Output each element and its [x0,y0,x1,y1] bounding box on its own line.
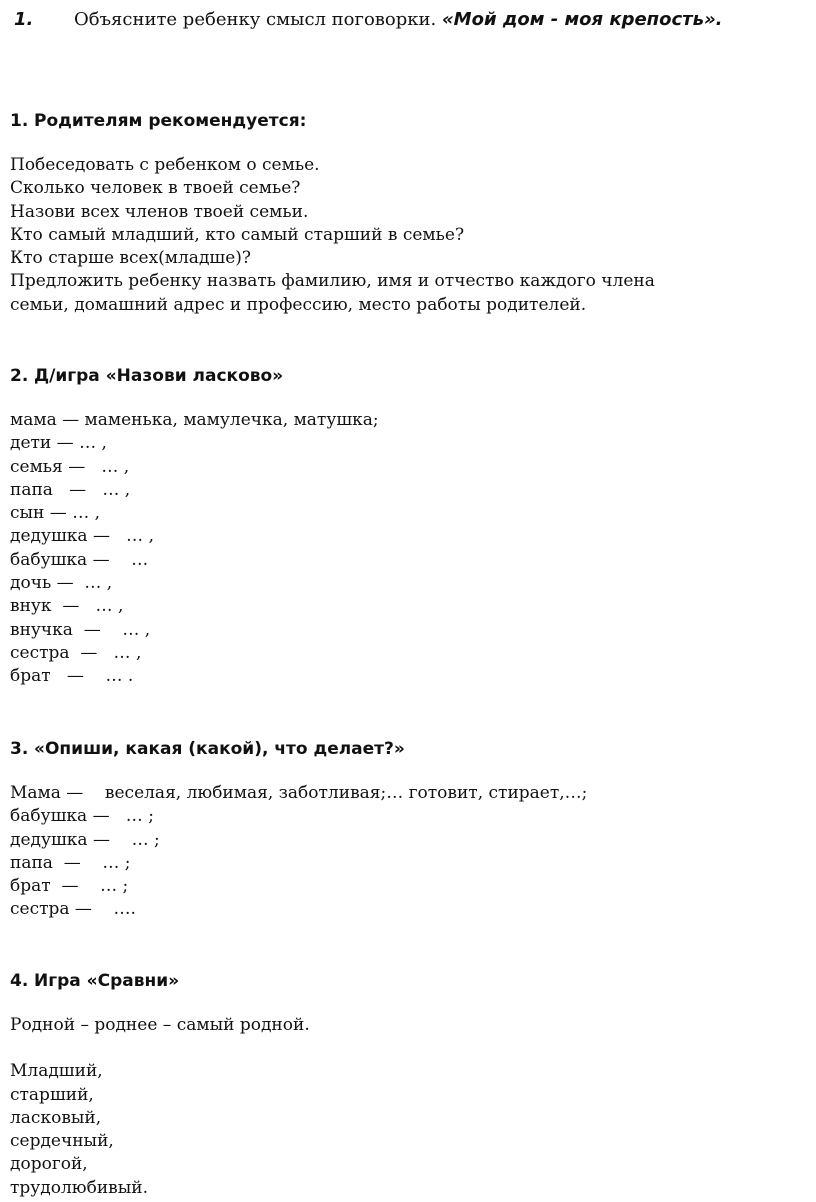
text-line: Мама — веселая, любимая, заботливая;… готовит, стирает,…; [10,783,588,803]
section-body [10,1014,310,1200]
section-body [10,154,655,317]
text-line: Родной – роднее – самый родной. [10,1015,310,1035]
text-line: дорогой, [10,1154,88,1175]
text-line: семья — … , [10,456,130,477]
text-line: брат — … ; [10,876,129,897]
text-line: папа — … ; [10,852,131,873]
assignment-number: 1. [14,9,34,30]
section-game-compare [10,970,310,1200]
blank-line [10,1037,310,1060]
text-line: Сколько человек в твоей семье? [10,178,301,199]
text-line: дочь — … , [10,573,113,594]
text-line: сестра — …. [10,899,136,920]
section-number: 1. [10,111,29,131]
text-line: Младший, [10,1061,103,1082]
text-line: сестра — … , [10,642,142,663]
text-line: Побеседовать с ребенком о семье. [10,155,320,175]
proverb: «Мой дом - моя крепость». [441,9,723,30]
text-line: Предложить ребенку назвать фамилию, имя и отчество каждого члена [10,271,655,292]
text-line: внучка — … , [10,619,151,640]
text-line: папа — … , [10,479,131,500]
text-line: бабушка — … [10,549,149,570]
section-body [10,409,379,689]
text-line: брат — … . [10,666,134,687]
section-title: Д/игра «Назови ласково» [34,366,284,386]
text-line: сын — … , [10,503,100,524]
section-number: 4. [10,971,29,991]
text-line: дедушка — … ; [10,829,160,850]
section-parents [10,110,655,317]
text-line: мама — маменька, мамулечка, матушка; [10,410,379,430]
text-line: сердечный, [10,1131,114,1152]
text-line: Кто самый младший, кто самый старший в семье? [10,224,465,245]
text-line: Кто старше всех(младше)? [10,248,252,269]
section-heading [10,110,655,133]
section-title: Игра «Сравни» [34,971,180,991]
text-line: старший, [10,1084,94,1105]
assignment-text: Объясните ребенку смысл поговорки. [74,9,442,30]
text-line: ласковый, [10,1107,102,1128]
section-heading [10,738,587,761]
text-line: дети — … , [10,433,107,454]
text-line: бабушка — … ; [10,806,154,827]
text-line: семьи, домашний адрес и профессию, место работы родителей. [10,294,587,315]
section-number: 3. [10,739,29,759]
text-line: внук — … , [10,596,124,617]
section-heading [10,365,379,388]
section-heading [10,970,310,993]
text-line: Назови всех членов твоей семьи. [10,201,309,222]
section-title: «Опиши, какая (какой), что делает?» [34,739,405,759]
section-describe [10,738,587,922]
text-line: трудолюбивый. [10,1177,148,1198]
section-number: 2. [10,366,29,386]
section-body [10,782,587,922]
text-line: дедушка — … , [10,526,154,547]
assignment-line [14,9,722,30]
section-title: Родителям рекомендуется: [34,111,307,131]
section-game-name-tenderly [10,365,379,689]
